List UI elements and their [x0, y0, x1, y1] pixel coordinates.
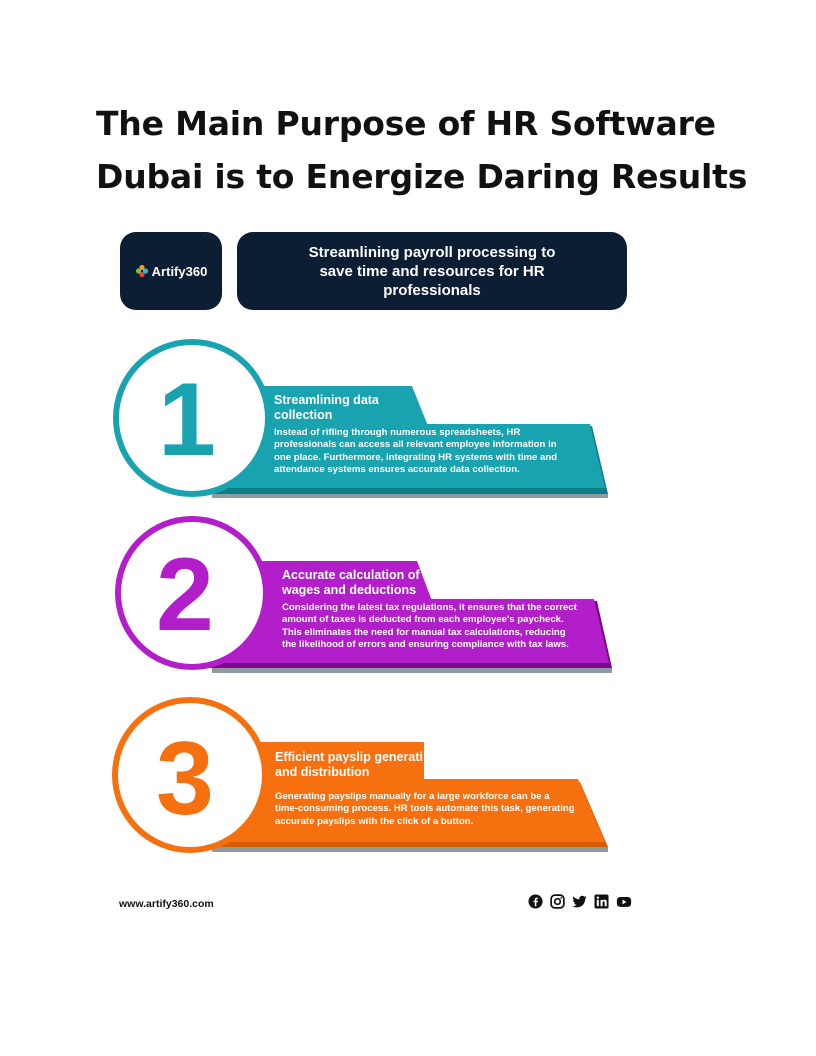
linkedin-icon[interactable]	[594, 894, 609, 909]
logo-brand: Artify	[151, 263, 186, 279]
social-icons	[528, 894, 632, 909]
step-1-number: 1	[158, 362, 216, 478]
step-3-title: Efficient payslip generati and distribution	[275, 750, 423, 779]
logo-brand-number: 360	[185, 263, 208, 279]
instagram-icon[interactable]	[550, 894, 565, 909]
step-3-description: Generating payslips manually for a large workforce can be a time-consuming process. HR tools automate this task, generating accurate payslips with the click of a button.	[275, 791, 575, 827]
footer-website-link[interactable]: www.artify360.com	[119, 898, 214, 910]
step-3-number: 3	[156, 721, 214, 837]
banner	[237, 232, 627, 310]
step-2-description: Considering the latest tax regulations, it ensures that the correct amount of taxes is deducted from each employee's paycheck. This eliminates the need for manual tax calculations, reducing the likelihood of errors and ensuring compliance with tax laws.	[282, 602, 577, 651]
facebook-icon[interactable]	[528, 894, 543, 909]
step-2	[112, 513, 622, 683]
step-2-number: 2	[156, 537, 214, 653]
twitter-icon[interactable]	[572, 894, 587, 909]
step-1	[112, 338, 622, 508]
artify360-logo	[120, 232, 222, 310]
step-2-title: Accurate calculation of wages and deductions	[282, 568, 420, 597]
step-1-title: Streamlining data collection	[274, 393, 379, 422]
step-1-description: Instead of rifling through numerous spreadsheets, HR professionals can access all relevant employee information in one place. Furthermore, integrating HR systems with time and attendance systems ensures accurate data collection.	[274, 427, 558, 476]
logo-flower-icon	[135, 264, 149, 278]
banner-text: Streamlining payroll processing to save time and resources for HR professionals	[308, 243, 556, 299]
step-3	[112, 695, 622, 865]
youtube-icon[interactable]	[616, 894, 632, 909]
page-heading: The Main Purpose of HR Software Dubai is to Energize Daring Results	[96, 104, 748, 196]
